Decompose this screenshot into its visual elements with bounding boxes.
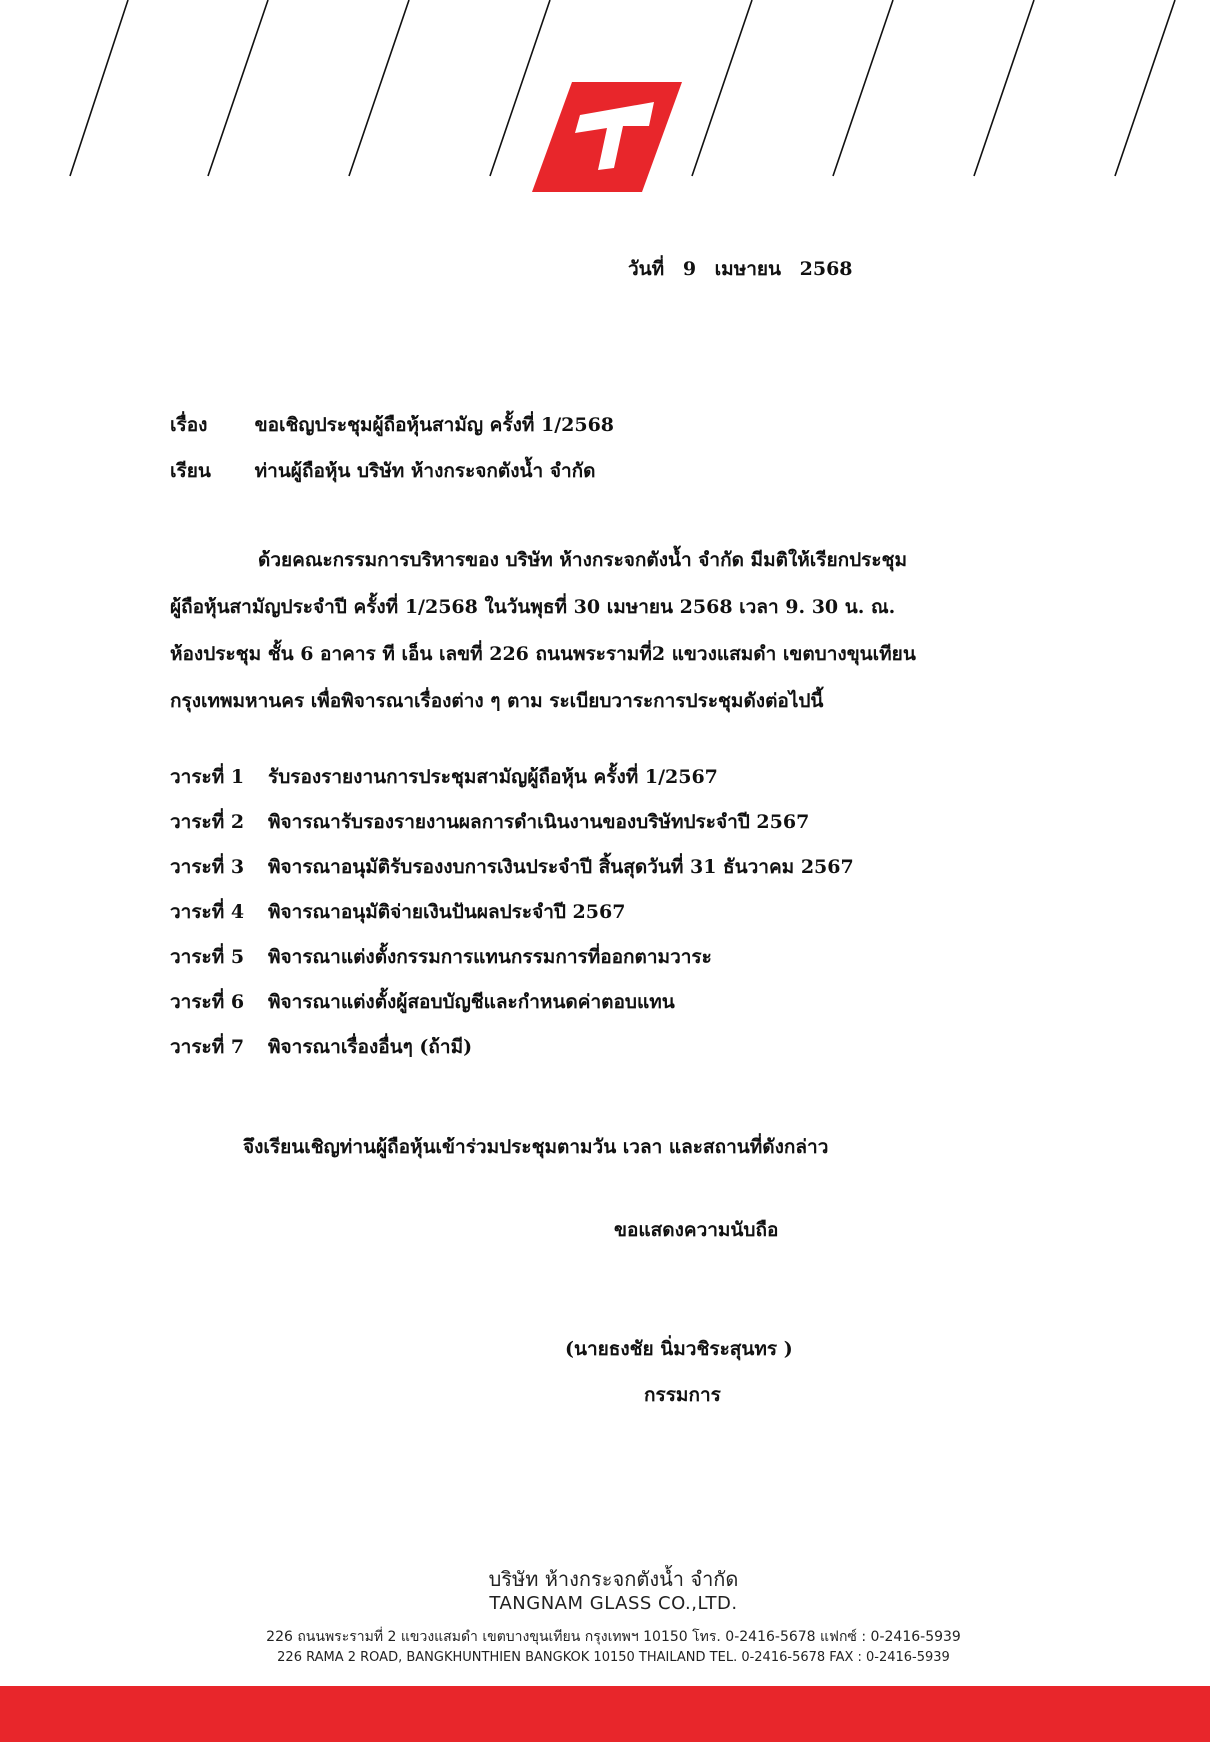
agenda-number: วาระที่ 2 [170,811,245,833]
slash-line [692,0,752,176]
agenda-number: วาระที่ 1 [170,766,245,788]
agenda-text: พิจารณาแต่งตั้งผู้สอบบัญชีและกำหนดค่าตอบแทน [268,991,675,1013]
slash-line [70,0,128,176]
slash-line [208,0,268,176]
agenda-text: รับรองรายงานการประชุมสามัญผู้ถือหุ้น ครั้งที่ 1/2567 [268,766,718,788]
agenda-text: พิจารณาอนุมัติจ่ายเงินปันผลประจำปี 2567 [268,901,626,923]
agenda-number: วาระที่ 6 [170,991,245,1013]
signer-name: (นายธงชัย นิ่มวชิระสุนทร ) [565,1338,793,1360]
footer-red-band [0,1686,1210,1742]
slash-line [349,0,409,176]
agenda-item [170,852,854,897]
letter-date [628,254,865,284]
tangnam-t-logo-icon [532,82,682,192]
recipient-text: ท่านผู้ถือหุ้น บริษัท ห้างกระจกตังน้ำ จำกัด [254,460,596,482]
subject-line [170,410,614,440]
agenda-item [170,942,854,987]
footer-address-en: 226 RAMA 2 ROAD, BANGKHUNTHIEN BANGKOK 10150 THAILAND TEL. 0-2416-5678 FAX : 0-2416-5939 [277,1650,950,1665]
footer-company-th: บริษัท ห้างกระจกตังน้ำ จำกัด [488,1567,739,1591]
recipient-label: เรียน [170,460,211,482]
agenda-item [170,762,854,807]
agenda-number: วาระที่ 3 [170,856,245,878]
closing-text: ขอแสดงความนับถือ [614,1219,779,1241]
date-year: 2568 [799,258,853,280]
slash-line [833,0,893,176]
date-day: 9 [682,258,697,280]
agenda-text: พิจารณารับรองรายงานผลการดำเนินงานของบริษัทประจำปี 2567 [268,811,810,833]
slash-line [974,0,1034,176]
date-prefix: วันที่ [628,258,665,280]
agenda-number: วาระที่ 7 [170,1036,245,1058]
slash-line [1115,0,1175,176]
recipient-line [170,456,595,486]
subject-label: เรื่อง [170,414,208,436]
agenda-item [170,987,854,1032]
agenda-item [170,1032,854,1077]
body-line-4: กรุงเทพมหานคร เพื่อพิจารณาเรื่องต่าง ๆ ตาม ระเบียบวาระการประชุมดังต่อไปนี้ [170,690,824,712]
invitation-text: จึงเรียนเชิญท่านผู้ถือหุ้นเข้าร่วมประชุมตามวัน เวลา และสถานที่ดังกล่าว [243,1136,829,1158]
agenda-text: พิจารณาเรื่องอื่นๆ (ถ้ามี) [268,1036,473,1058]
agenda-number: วาระที่ 4 [170,901,245,923]
body-line-3: ห้องประชุม ชั้น 6 อาคาร ที เอ็น เลขที่ 226 ถนนพระรามที่2 แขวงแสมดำ เขตบางขุนเทียน [170,643,916,665]
agenda-item [170,897,854,942]
footer-address-th: 226 ถนนพระรามที่ 2 แขวงแสมดำ เขตบางขุนเทียน กรุงเทพฯ 10150 โทร. 0-2416-5678 แฟกซ์ : 0-2416-5939 [266,1629,961,1645]
agenda-number: วาระที่ 5 [170,946,245,968]
agenda-item [170,807,854,852]
agenda-list [170,762,854,1077]
body-line-2: ผู้ถือหุ้นสามัญประจำปี ครั้งที่ 1/2568 ในวันพุธที่ 30 เมษายน 2568 เวลา 9. 30 น. ณ. [170,596,896,618]
date-month: เมษายน [714,258,782,280]
footer-company-en: TANGNAM GLASS CO.,LTD. [489,1593,738,1614]
subject-text: ขอเชิญประชุมผู้ถือหุ้นสามัญ ครั้งที่ 1/2568 [254,414,615,436]
body-line-1: ด้วยคณะกรรมการบริหารของ บริษัท ห้างกระจกตังน้ำ จำกัด มีมติให้เรียกประชุม [258,549,907,571]
agenda-text: พิจารณาอนุมัติรับรองงบการเงินประจำปี สิ้นสุดวันที่ 31 ธันวาคม 2567 [268,856,854,878]
agenda-text: พิจารณาแต่งตั้งกรรมการแทนกรรมการที่ออกตามวาระ [268,946,712,968]
signer-position: กรรมการ [644,1384,721,1406]
